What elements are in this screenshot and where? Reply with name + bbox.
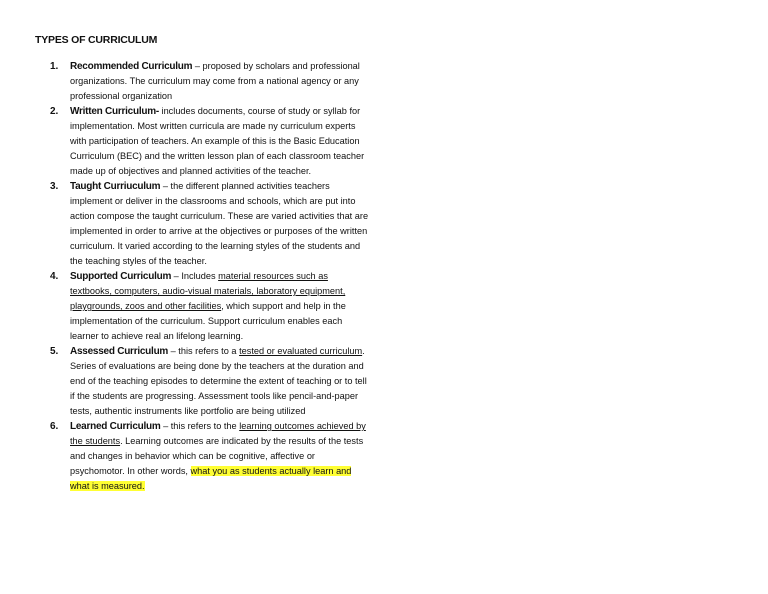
underlined-text: learning outcomes achieved by the students <box>70 421 366 446</box>
item-text: . Learning outcomes are indicated by the results of the tests and changes in behavior which can be cognitive, affective or psychomotor. In other words, <box>70 436 364 476</box>
list-item-taught-curriculum <box>40 179 370 269</box>
item-text: this refers to a <box>178 346 240 356</box>
list-item-learned-curriculum <box>40 419 370 494</box>
item-text: Includes <box>181 271 219 281</box>
item-term: Supported Curriculum <box>70 271 172 282</box>
underlined-text: tested or evaluated curriculum <box>239 346 363 356</box>
list-item-written-curriculum <box>40 104 370 179</box>
document-title: TYPES OF CURRICULUM <box>35 34 158 46</box>
item-separator: – <box>168 346 179 356</box>
item-text: proposed by scholars and professional organizations. The curriculum may come from a national agency or any professional organization <box>70 61 360 101</box>
item-separator: – <box>192 61 203 71</box>
item-separator: – <box>160 421 171 431</box>
curriculum-list <box>40 59 370 494</box>
highlighted-text: what you as students actually learn and what is measured. <box>70 466 352 491</box>
item-term: Learned Curriculum <box>70 421 161 432</box>
item-separator: – <box>160 181 171 191</box>
item-term: Taught Curriuculum <box>70 181 161 192</box>
item-separator: – <box>171 271 182 281</box>
item-number: 2. <box>50 106 59 117</box>
item-number: 5. <box>50 346 59 357</box>
item-text: this refers to the <box>170 421 240 431</box>
list-item-recommended-curriculum <box>40 59 370 104</box>
item-number: 1. <box>50 61 59 72</box>
item-number: 6. <box>50 421 59 432</box>
item-text: , which support and help in the implementation of the curriculum. Support curriculum enables each learner to achieve real an lifelong learning. <box>70 301 346 341</box>
item-term: Written Curriculum- <box>70 106 159 117</box>
item-text: includes documents, course of study or syllab for implementation. Most written curricula are made ny curriculum experts with participation of teachers. An example of this is the Basic Education Curriculum (BEC) and the written lesson plan of each classroom teacher made up of objectives and planned activities of the teacher. <box>70 106 365 176</box>
list-item-supported-curriculum <box>40 269 370 344</box>
item-term: Recommended Curriculum <box>70 61 193 72</box>
item-text: . Series of evaluations are being done by the teachers at the duration and end of the teaching episodes to determine the extent of teaching or to tell if the students are progressing. Assessment tools like pencil-and-paper tests, authentic instruments like portfolio are being utilized <box>70 346 367 416</box>
underlined-text: material resources such as textbooks, computers, audio-visual materials, laboratory equipment, playgrounds, zoos and other facilities <box>70 271 346 311</box>
item-text: the different planned activities teachers implement or deliver in the classrooms and schools, which are put into action compose the taught curriculum. These are varied activities that are implemented in order to arrive at the objectives or purposes of the written curriculum. It varied according to the learning styles of the students and the teaching styles of the teacher. <box>70 181 369 266</box>
item-term: Assessed Curriculum <box>70 346 169 357</box>
item-number: 4. <box>50 271 59 282</box>
item-number: 3. <box>50 181 59 192</box>
list-item-assessed-curriculum <box>40 344 370 419</box>
